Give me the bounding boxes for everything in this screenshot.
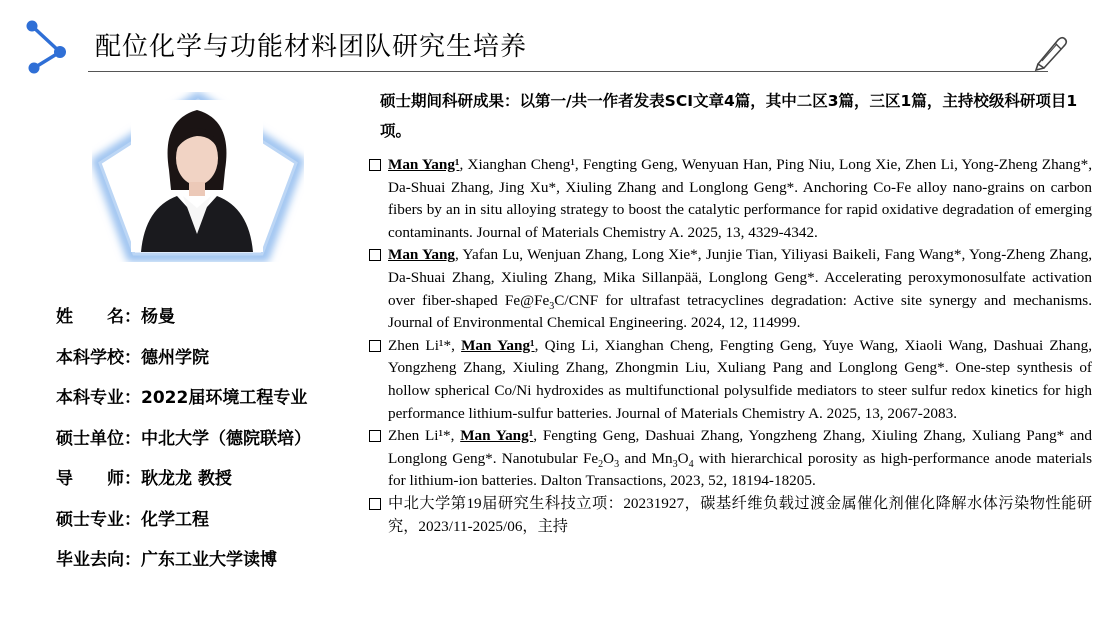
author-highlight: Man Yang¹ — [460, 427, 534, 445]
subscript: 3 — [672, 458, 678, 470]
research-summary: 硕士期间科研成果：以第一/共一作者发表SCI文章4篇，其中二区3篇，三区1篇，主持校级科研项目1项。 — [380, 92, 1078, 140]
publication-text: and Mn — [619, 449, 673, 467]
publication-text: C/CNF for ultrafast tetracyclines degradation: Active site synergy and mechanisms. Journal of Environmental Chemical Engineering. 2024, 12, 114999. — [388, 291, 1093, 332]
profile-row-destination — [56, 549, 311, 590]
profile-row-master-unit — [56, 428, 311, 469]
project-text: 中北大学第19届研究生科技立项：20231927，碳基纤维负载过渡金属催化剂催化降解水体污染物性能研究，2023/11-2025/06，主持 — [388, 494, 1092, 535]
profile-label: 本科学校： — [56, 347, 141, 368]
subscript: 2 — [598, 458, 604, 470]
checkbox-icon — [369, 249, 381, 261]
publication-item — [368, 154, 1092, 244]
profile-value: 耿龙龙 教授 — [141, 469, 232, 489]
profile-row-name — [56, 306, 311, 347]
checkbox-icon — [369, 498, 381, 510]
publication-text: with hierarchical porosity as high-performance anode materials for lithium-ion batteries. Dalton Transactions, 2023, 52, 18194-18205. — [388, 449, 1092, 490]
profile-info — [56, 306, 311, 590]
publication-text: , Xianghan Cheng¹, Fengting Geng, Wenyuan Han, Ping Niu, Long Xie, Zhen Li, Yong-Zheng Zhang*, Da-Shuai Zhang, Jing Xu*, Xiuling Zhang and Longlong Geng*. Anchoring Co-Fe alloy nano-grains on carbon fibers by an in situ alloying strategy to boost the catalytic performance for rapid oxidative degradation of emerging contaminants. Journal of Materials Chemistry A. 2025, 13, 4329-4342. — [388, 156, 1092, 241]
profile-label: 姓 名： — [56, 307, 141, 327]
publication-item — [368, 425, 1092, 493]
checkbox-icon — [369, 159, 381, 171]
publication-text: Zhen Li¹*, — [388, 427, 461, 445]
title-divider — [88, 71, 1048, 72]
publication-item — [368, 244, 1092, 334]
author-highlight: Man Yang¹ — [461, 336, 535, 354]
checkbox-icon — [369, 340, 381, 352]
checkbox-icon — [369, 430, 381, 442]
publication-text: , Yafan Lu, Wenjuan Zhang, Long Xie*, Junjie Tian, Yiliyasi Baikeli, Fang Wang*, Yong-Zheng Zhang, Da-Shuai Zhang, Xiuling Zhang, Mika Sillanpää, Longlong Geng*. Accelerating peroxymonosulfate activation over fiber-shaped Fe@Fe — [388, 246, 1092, 309]
profile-value: 2022届环境工程专业 — [141, 388, 308, 408]
author-highlight: Man Yang¹ — [388, 156, 460, 173]
project-item — [368, 493, 1092, 538]
profile-value: 中北大学（德院联培） — [141, 428, 311, 449]
profile-row-advisor — [56, 468, 311, 509]
profile-label: 毕业去向： — [56, 550, 141, 570]
publication-text: , Fengting Geng, Dashuai Zhang, Yongzheng Zhang, Xiuling Zhang, Xuliang Pang* and Longlong Geng*. Nanotubular Fe — [388, 427, 1092, 467]
profile-value: 化学工程 — [141, 509, 209, 530]
student-portrait — [131, 100, 263, 252]
publication-item — [368, 335, 1092, 425]
subscript: 3 — [614, 458, 620, 470]
profile-row-master-major — [56, 509, 311, 550]
publication-text: O — [603, 449, 615, 467]
subscript: 3 — [549, 300, 555, 312]
profile-value: 杨曼 — [141, 307, 175, 327]
profile-label: 硕士专业： — [56, 509, 141, 530]
page-title: 配位化学与功能材料团队研究生培养 — [95, 32, 528, 62]
publication-text: Zhen Li¹*, — [388, 336, 462, 354]
subscript: 4 — [688, 458, 694, 470]
publication-list — [368, 154, 1092, 538]
profile-row-undergrad-major — [56, 387, 311, 428]
author-highlight: Man Yang — [388, 246, 456, 264]
profile-value: 德州学院 — [141, 347, 209, 368]
profile-label: 导 师： — [56, 469, 141, 489]
profile-label: 本科专业： — [56, 388, 141, 408]
profile-label: 硕士单位： — [56, 428, 141, 449]
publication-text: , Qing Li, Xianghan Cheng, Fengting Geng, Yuye Wang, Xiaoli Wang, Dashuai Zhang, Yongzheng Zhang, Xiuling Zhang, Zhongmin Liu, Xuliang Pang and Longlong Geng*. One-step synthesis of hollow spherical Co/Ni hydroxides as multifunctional polysulfide mediators to steer sulfur redox kinetics for high performance lithium-sulfur batteries. Journal of Materials Chemistry A. 2025, 13, 2067-2083. — [388, 336, 1092, 422]
profile-value: 广东工业大学读博 — [141, 550, 277, 570]
profile-row-undergrad-school — [56, 347, 311, 388]
network-logo-icon — [24, 18, 74, 78]
pen-icon — [1028, 30, 1070, 72]
publication-text: O — [677, 449, 689, 467]
